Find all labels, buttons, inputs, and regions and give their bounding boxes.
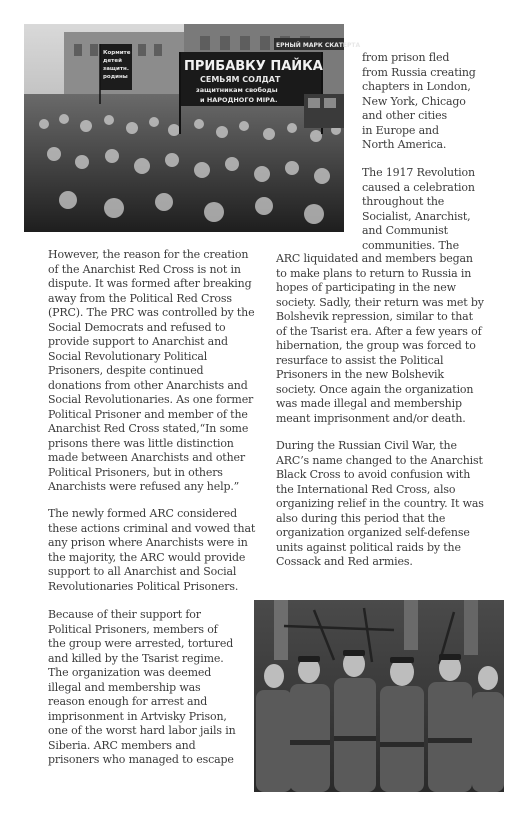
banner-main-text: ПРИБАВКУ ПАЙКА (184, 59, 323, 74)
left-column-persecution: Because of their support for Political Prisoners, members of the group were arrested, tortured and killed by the Tsarist regime. The organization was deemed illegal and membership was reason enough for arrest and imprisonment in Artvisky Prison, one of the worst hard labor jails in Siberia. ARC members and prisoners who managed to escape (48, 608, 236, 766)
banner-line2-text: СЕМЬЯМ СОЛДАТ (200, 75, 281, 84)
left-column-origin: However, the reason for the creation of the Anarchist Red Cross is not in dispute. It was formed after breaking away from the Political Red Cross (PRC). The PRC was controlled by the Social Democrats and refused to provide support to Anarchist and Social Revolutionary Political Prisoners, despite continued donations from other Anarchists and Social Revolutionaries. As one former Political Prisoner and member of the Anarchist Red Cross stated,“In some prisons there was little distinction made between Anarchists and other Political Prisoners, but in others Anarchists were refused any help.” (48, 248, 255, 493)
armed-women-photo-graphic (254, 600, 504, 792)
right-column-revolution: The 1917 Revolution caused a celebration throughout the Socialist, Anarchist, and Communist communities. The (362, 166, 475, 252)
right-column-intro: from prison fled from Russia creating chapters in London, New York, Chicago and other cities in Europe and North America. (362, 51, 476, 151)
left-banner-text: Кормите детей защитн. родины (103, 50, 131, 80)
armed-women-photo (254, 600, 504, 792)
left-column-arc-formed: The newly formed ARC considered these actions criminal and vowed that any prison where Anarchists were in the majority, the ARC would provide support to all Anarchist and Social Revolutionaries Political Prisoners. (48, 507, 256, 593)
banner-line3-text: защитникам свободы (196, 86, 278, 94)
protest-photo-graphic (24, 24, 361, 232)
banner-line4-text: и НАРОДНОГО МIРА. (200, 96, 278, 104)
right-column-continuation: ARC liquidated and members began to make plans to return to Russia in hopes of participating in the new society. Sadly, their return was met by Bolshevik repression, similar to that of the Tsarist era. After a few years of hibernation, the group was forced to resurface to assist the Political Prisoners in the new Bolshevik society. Once again the organization was made illegal and membership meant imprisonment and/or death. (276, 252, 484, 425)
shop-sign-text: ЕРНЫЙ МАРК СКАТЕРТА (276, 42, 361, 49)
right-column-civil-war: During the Russian Civil War, the ARC’s name changed to the Anarchist Black Cross to avoid confusion with the International Red Cross, also organizing relief in the country. It was also during this period that the organization organized self-defense units against political raids by the Cossack and Red armies. (276, 439, 484, 568)
protest-photo (24, 24, 361, 232)
